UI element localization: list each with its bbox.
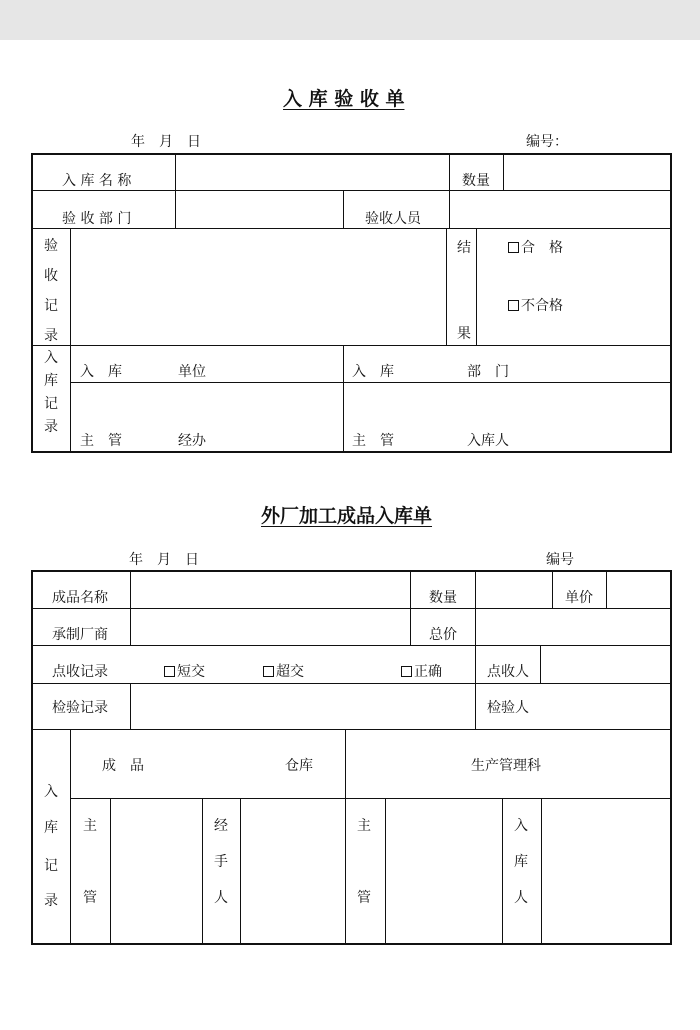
form2-title: 外厂加工成品入库单	[261, 505, 433, 527]
f2-name-label: 成品名称	[52, 590, 108, 606]
f1-zhuguan-1: 主 管	[80, 433, 122, 449]
f2-correct-checkbox[interactable]: 正确	[401, 664, 442, 680]
f1-name-field[interactable]	[177, 155, 447, 189]
f2-total-label: 总价	[429, 627, 457, 643]
checkbox-icon	[401, 666, 412, 677]
f1-rukuren: 入库人	[467, 433, 509, 449]
f2-inspect-field[interactable]	[132, 685, 474, 728]
f1-dept-field[interactable]	[177, 192, 342, 227]
f2-inspect-label: 检验记录	[52, 700, 108, 716]
f2-check-label: 点收记录	[52, 664, 108, 680]
f1-jingban: 经办	[178, 433, 206, 449]
f2-qty-label: 数量	[429, 590, 457, 606]
f1-name-label: 入 库 名 称	[62, 173, 132, 189]
f2-over-checkbox[interactable]: 超交	[263, 664, 304, 680]
f1-qty-label: 数量	[462, 173, 490, 189]
checkbox-icon	[508, 300, 519, 311]
checkbox-icon	[263, 666, 274, 677]
f1-record-field[interactable]	[72, 230, 445, 344]
form1-title: 入 库 验 收 单	[283, 88, 405, 110]
f2-maker-label: 承制厂商	[52, 627, 108, 643]
form2-number: 编号	[546, 552, 574, 568]
f2-short-checkbox[interactable]: 短交	[164, 664, 205, 680]
f1-dept: 部 门	[467, 364, 509, 380]
f1-person-field[interactable]	[451, 192, 670, 227]
f1-fail-checkbox[interactable]: 不合格	[508, 298, 563, 314]
top-bar	[0, 0, 700, 40]
f2-production: 生产管理科	[471, 758, 541, 774]
checkbox-icon	[508, 242, 519, 253]
f2-price-label: 单价	[565, 590, 593, 606]
f2-price-field[interactable]	[608, 572, 670, 607]
f1-qty-field[interactable]	[505, 155, 670, 189]
f2-inspector-label: 检验人	[487, 700, 529, 716]
f2-total-field[interactable]	[477, 610, 670, 644]
f2-product: 成 品	[102, 758, 144, 774]
f1-person-label: 验收人员	[365, 211, 421, 227]
f1-dept-label: 验 收 部 门	[62, 211, 132, 227]
checkbox-icon	[164, 666, 175, 677]
f2-maker-field[interactable]	[132, 610, 409, 644]
f2-inspector-field[interactable]	[542, 685, 670, 728]
form1-date: 年 月 日	[131, 134, 201, 150]
f2-qty-field[interactable]	[477, 572, 551, 607]
f2-name-field[interactable]	[132, 572, 409, 607]
f1-zhuguan-2: 主 管	[352, 433, 394, 449]
f2-warehouse: 仓库	[285, 758, 313, 774]
f2-checker-field[interactable]	[542, 647, 670, 682]
form2-date: 年 月 日	[129, 552, 199, 568]
form1-number: 编号：	[526, 134, 568, 150]
f1-unit: 单位	[178, 364, 206, 380]
f1-ruku-1: 入 库	[80, 364, 122, 380]
f1-ruku-2: 入 库	[352, 364, 394, 380]
f2-checker-label: 点收人	[487, 664, 529, 680]
f1-pass-checkbox[interactable]: 合 格	[508, 240, 563, 256]
